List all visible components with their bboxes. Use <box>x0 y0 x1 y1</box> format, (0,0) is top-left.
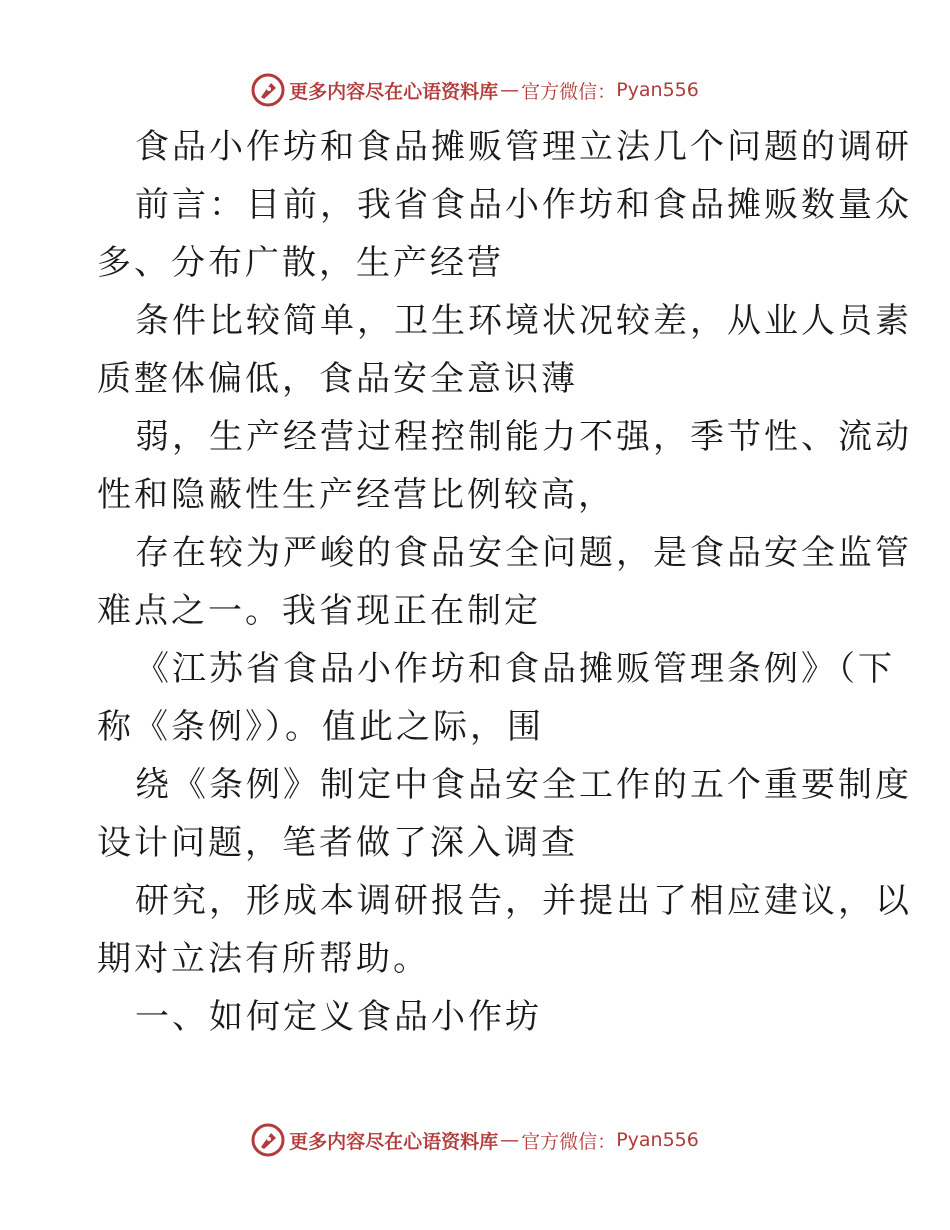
paragraph-line: 期对立法有所帮助。 <box>97 939 430 979</box>
paragraph-line: 弱，生产经营过程控制能力不强，季节性、流动 <box>135 417 912 457</box>
pen-nib-logo-icon <box>251 73 285 107</box>
banner-official-label: 官方微信： <box>521 80 617 103</box>
banner-wechat-id: Pyan556 <box>616 1129 699 1151</box>
banner-brand: 更多内容尽在心语资料库 <box>289 1130 499 1153</box>
paragraph-line: 《江苏省食品小作坊和食品摊贩管理条例》（下 <box>135 649 895 689</box>
banner-separator: — <box>500 1129 520 1151</box>
paragraph-line: 条件比较简单，卫生环境状况较差，从业人员素 <box>135 301 912 341</box>
paragraph-line: 难点之一。我省现正在制定 <box>97 591 541 631</box>
banner-brand: 更多内容尽在心语资料库 <box>289 80 499 103</box>
document-title: 食品小作坊和食品摊贩管理立法几个问题的调研 <box>135 127 912 167</box>
paragraph-line: 多、分布广散，生产经营 <box>97 243 504 283</box>
paragraph-line: 前言：目前，我省食品小作坊和食品摊贩数量众 <box>135 185 912 225</box>
banner-separator: — <box>500 79 520 101</box>
paragraph-line: 质整体偏低，食品安全意识薄 <box>97 359 578 399</box>
paragraph-line: 绕《条例》制定中食品安全工作的五个重要制度 <box>135 765 912 805</box>
section-heading: 一、如何定义食品小作坊 <box>135 997 542 1037</box>
paragraph-line: 研究，形成本调研报告，并提出了相应建议，以 <box>135 881 912 921</box>
paragraph-line: 设计问题，笔者做了深入调查 <box>97 823 578 863</box>
footer-banner <box>0 1120 950 1160</box>
paragraph-line: 存在较为严峻的食品安全问题，是食品安全监管 <box>135 533 912 573</box>
document-body <box>97 118 912 1046</box>
pen-nib-logo-icon <box>251 1123 285 1157</box>
banner-official-label: 官方微信： <box>521 1130 617 1153</box>
banner-wechat-id: Pyan556 <box>616 79 699 101</box>
header-banner <box>0 70 950 110</box>
paragraph-line: 性和隐蔽性生产经营比例较高， <box>97 475 615 515</box>
paragraph-line: 称《条例》）。值此之际，围 <box>97 707 544 747</box>
